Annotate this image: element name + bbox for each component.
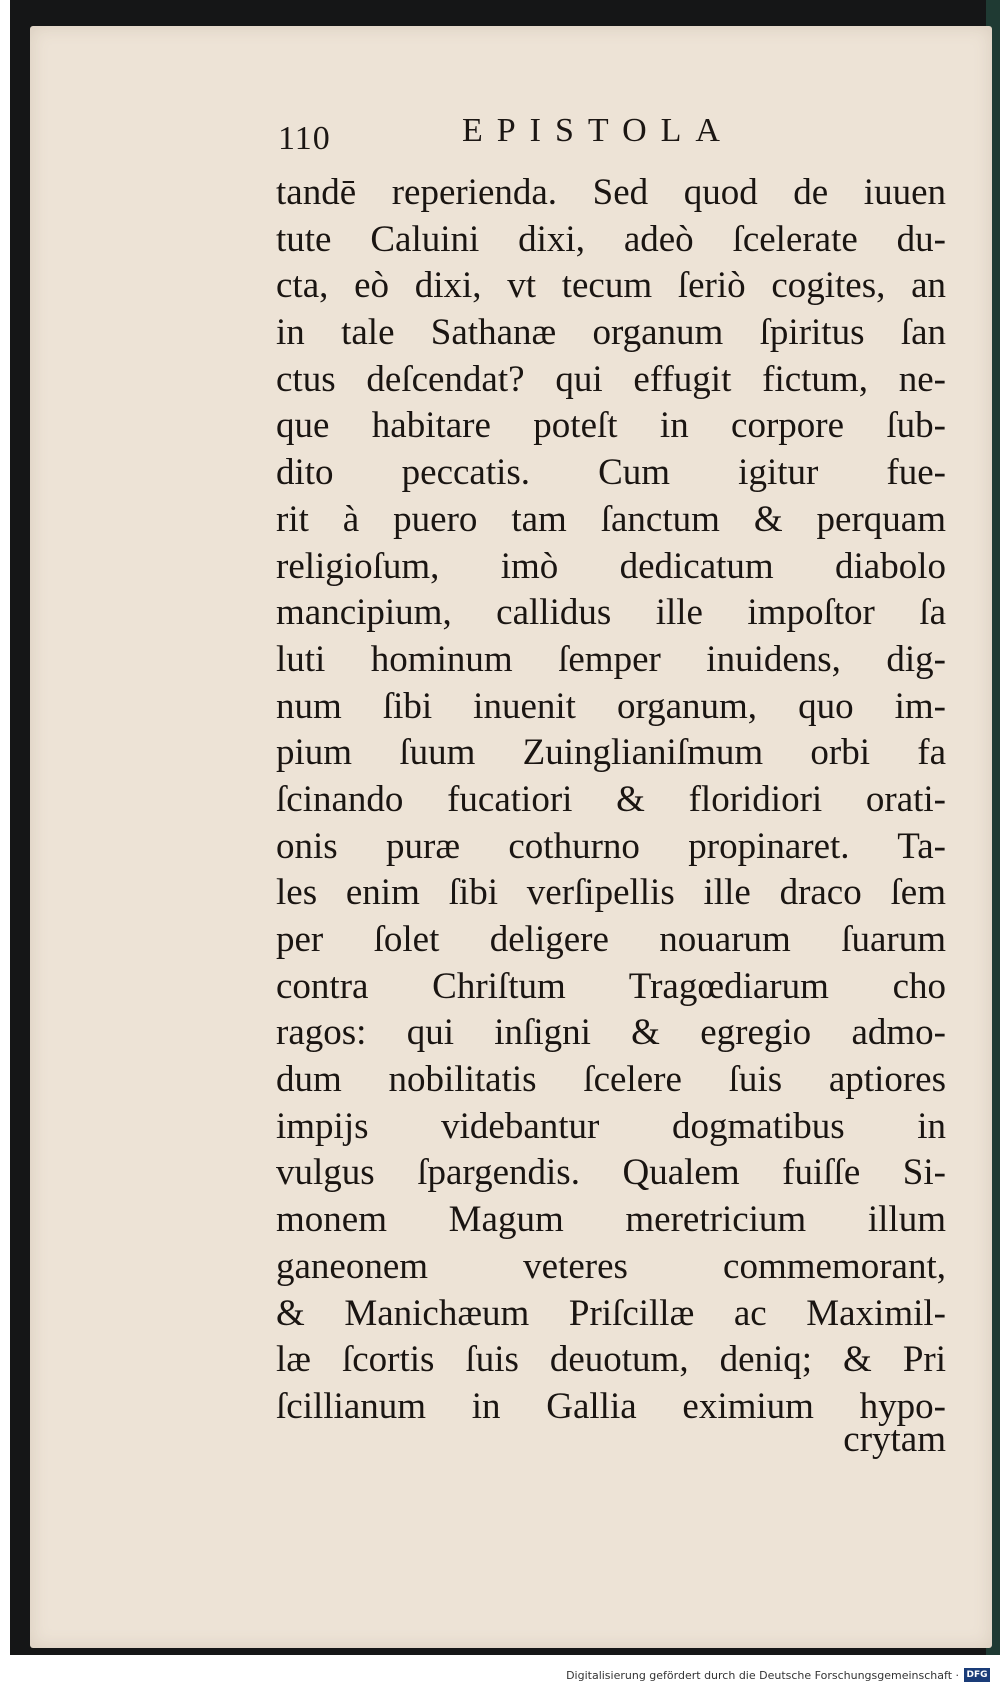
text-line: onis puræ cothurno propinaret. Ta-: [276, 825, 946, 867]
page-header: [278, 112, 768, 160]
text-line: ragos: qui inſigni & egregio admo-: [276, 1012, 946, 1054]
text-line: rit à puero tam ſanctum & perquam: [276, 498, 946, 540]
text-line: per ſolet deligere nouarum ſuarum: [276, 919, 946, 960]
text-line: dito peccatis. Cum igitur fue-: [276, 452, 946, 494]
text-line: religioſum, imò dedicatum diabolo: [276, 545, 946, 587]
text-line: monem Magum meretricium illum: [276, 1199, 946, 1241]
text-line: dum nobilitatis ſcelere ſuis aptiores: [276, 1059, 946, 1101]
text-line: tandē reperienda. Sed quod de iuuen: [276, 172, 946, 213]
text-line: pium ſuum Zuinglianiſmum orbi fa: [276, 732, 946, 774]
text-line: ſcillianum in Gallia eximium hypo-: [276, 1385, 946, 1427]
credit-text: Digitalisierung gefördert durch die Deutsche Forschungsgemeinschaft ·: [566, 1668, 959, 1682]
text-line: ſcinando fucatiori & floridiori orati-: [276, 778, 946, 820]
text-line: ctus deſcendat? qui effugit fictum, ne-: [276, 358, 946, 400]
text-line: contra Chriſtum Tragœdiarum cho: [276, 965, 946, 1007]
page-number: 110: [278, 120, 331, 157]
text-line: mancipium, callidus ille impoſtor ſa: [276, 592, 946, 634]
text-line: les enim ſibi verſipellis ille draco ſem: [276, 872, 946, 914]
digitization-credit: [566, 1668, 990, 1682]
text-line: luti hominum ſemper inuidens, dig-: [276, 638, 946, 680]
text-line: tute Caluini dixi, adeò ſcelerate du-: [276, 218, 946, 260]
text-line: impijs videbantur dogmatibus in: [276, 1105, 946, 1147]
text-line: que habitare poteſt in corpore ſub-: [276, 405, 946, 447]
text-line: in tale Sathanæ organum ſpiritus ſan: [276, 312, 946, 354]
running-title: EPISTOLA: [462, 112, 734, 149]
dfg-logo: DFG: [964, 1668, 990, 1682]
text-line: & Manichæum Priſcillæ ac Maximil-: [276, 1292, 946, 1334]
catchword: crytam: [843, 1419, 946, 1460]
text-line: num ſibi inuenit organum, quo im-: [276, 685, 946, 727]
text-line: vulgus ſpargendis. Qualem fuiſſe Si-: [276, 1152, 946, 1194]
body-text: [276, 170, 946, 1431]
text-line: ganeonem veteres commemorant,: [276, 1245, 946, 1287]
text-line: læ ſcortis ſuis deuotum, deniq; & Pri: [276, 1339, 946, 1381]
text-line: cta, eò dixi, vt tecum ſeriò cogites, an: [276, 265, 946, 307]
